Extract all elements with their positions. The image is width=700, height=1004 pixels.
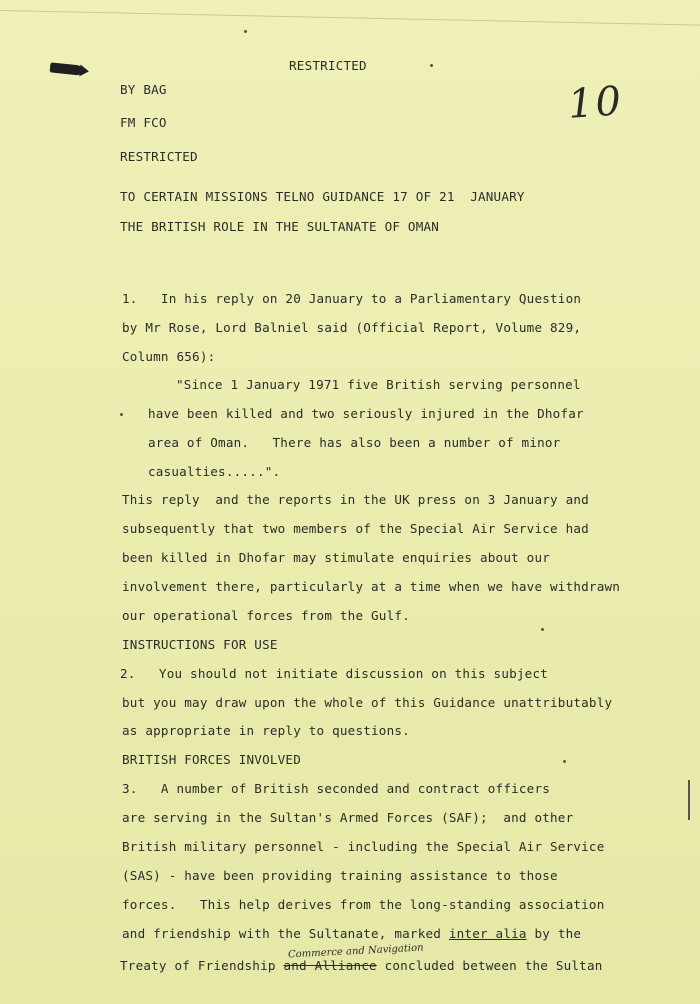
para1-line3: Column 656):: [122, 349, 216, 364]
speck: [563, 760, 566, 763]
to-line: TO CERTAIN MISSIONS TELNO GUIDANCE 17 OF 21 JANUARY: [120, 189, 525, 204]
classification-line: RESTRICTED: [120, 149, 198, 164]
para1-line1: 1. In his reply on 20 January to a Parliamentary Question: [122, 291, 582, 306]
page-edge-line: [0, 10, 700, 26]
para1b-line5: our operational forces from the Gulf.: [122, 608, 410, 623]
para2-line1: 2. You should not initiate discussion on this subject: [120, 666, 549, 681]
para2-line3: as appropriate in reply to questions.: [122, 723, 410, 738]
from-line: FM FCO: [120, 115, 167, 130]
speck: [120, 413, 123, 416]
para3-line7-start: Treaty of Friendship: [120, 958, 284, 973]
speck: [430, 64, 433, 67]
heading-instructions: INSTRUCTIONS FOR USE: [122, 637, 278, 652]
para3-line4: (SAS) - have been providing training assistance to those: [122, 868, 558, 883]
classification-top: RESTRICTED: [289, 58, 367, 73]
quote-line1: "Since 1 January 1971 five British serving personnel: [176, 377, 581, 392]
arrow-tab-marker: [50, 62, 83, 75]
para3-line6: [122, 926, 581, 942]
para3-line6-end: by the: [526, 926, 582, 941]
handwritten-page-number: 10: [566, 78, 625, 128]
para3-line7-end: concluded between the Sultan: [376, 958, 603, 973]
subject-line: THE BRITISH ROLE IN THE SULTANATE OF OMAN: [120, 219, 440, 234]
quote-line3: area of Oman. There has also been a number of minor: [148, 435, 561, 450]
para3-line6-start: and friendship with the Sultanate, marked: [122, 926, 449, 941]
para2-line2: but you may draw upon the whole of this Guidance unattributably: [122, 695, 613, 710]
para3-line2: are serving in the Sultan's Armed Forces (SAF); and other: [122, 810, 574, 825]
handwritten-insertion: Commerce and Navigation: [287, 942, 424, 961]
heading-forces: BRITISH FORCES INVOLVED: [122, 752, 301, 767]
speck: [541, 628, 544, 631]
quote-line4: casualties.....".: [148, 464, 281, 479]
quote-line2: have been killed and two seriously injured in the Dhofar: [148, 406, 584, 421]
para1b-line1: This reply and the reports in the UK press on 3 January and: [122, 492, 589, 507]
para3-line1: 3. A number of British seconded and contract officers: [122, 781, 551, 796]
para1b-line2: subsequently that two members of the Special Air Service had: [122, 521, 589, 536]
para1-line2: by Mr Rose, Lord Balniel said (Official Report, Volume 829,: [122, 320, 582, 335]
para3-line3: British military personnel - including the Special Air Service: [122, 839, 605, 854]
speck: [244, 30, 247, 33]
para3-line5: forces. This help derives from the long-standing association: [122, 897, 605, 912]
inter-alia-underlined: inter alia: [448, 926, 527, 941]
para3-line7: [120, 958, 603, 974]
margin-mark: [688, 780, 690, 820]
para1b-line4: involvement there, particularly at a time when we have withdrawn: [122, 579, 621, 594]
struck-through-text: and Alliance: [283, 958, 377, 973]
by-bag-line: BY BAG: [120, 82, 167, 97]
para1b-line3: been killed in Dhofar may stimulate enquiries about our: [122, 550, 551, 565]
